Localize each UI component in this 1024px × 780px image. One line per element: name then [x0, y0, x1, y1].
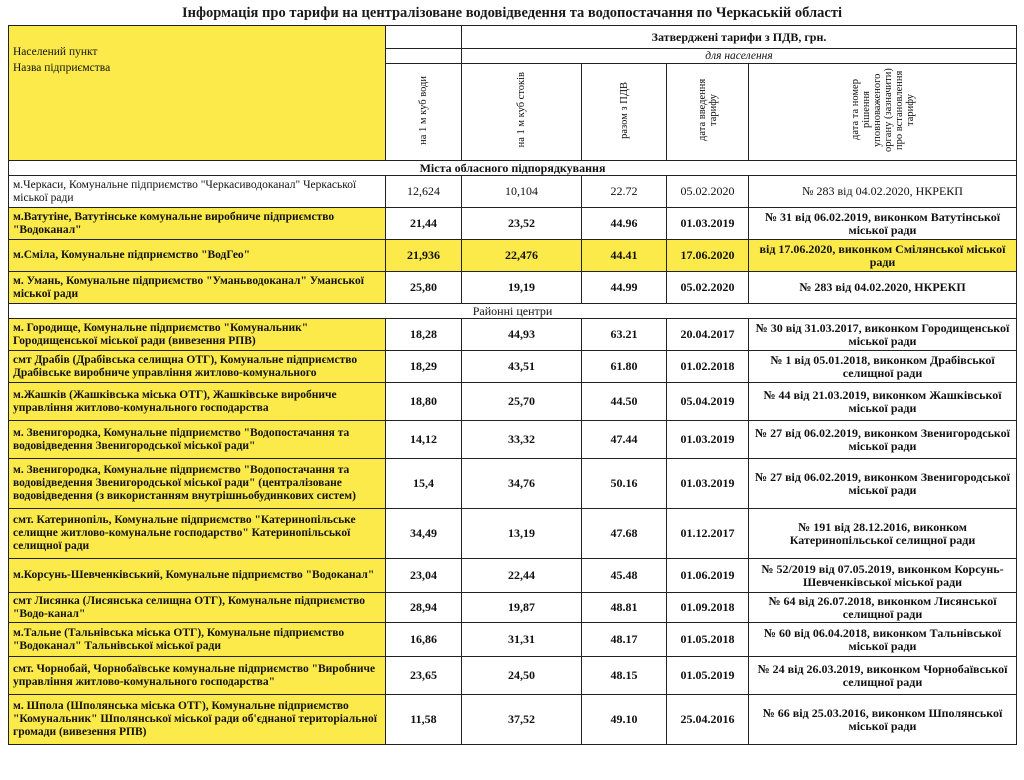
total-tariff-cell: 47.68 [582, 509, 667, 559]
table-row [9, 695, 1017, 745]
date-cell: 01.09.2018 [667, 593, 749, 623]
enterprise-name-cell: м. Звенигородка, Комунальне підприємство "Водопостачання та водовідведення Звенигородської міської ради" (централізоване водовідведення (з використанням внутрішньобудинкових систем) [9, 459, 386, 509]
header-name-cell [9, 26, 386, 161]
decision-cell: від 17.06.2020, виконком Смілянської міської ради [749, 240, 1017, 272]
sewage-tariff-cell: 43,51 [462, 351, 582, 383]
header-row-top [9, 26, 1017, 49]
water-tariff-cell: 23,04 [386, 559, 462, 593]
date-cell: 20.04.2017 [667, 319, 749, 351]
enterprise-name-cell: смт Лисянка (Лисянська селищна ОТГ), Комунальне підприємство "Водо-канал" [9, 593, 386, 623]
total-tariff-cell: 22.72 [582, 176, 667, 208]
water-tariff-cell: 18,80 [386, 383, 462, 421]
total-tariff-cell: 44.99 [582, 272, 667, 304]
table-row [9, 421, 1017, 459]
sewage-tariff-cell: 13,19 [462, 509, 582, 559]
enterprise-name-cell: м. Умань, Комунальне підприємство "Уманьводоканал" Уманської міської ради [9, 272, 386, 304]
total-tariff-cell: 50.16 [582, 459, 667, 509]
table-row [9, 459, 1017, 509]
section-title: Районні центри [9, 304, 1017, 319]
water-tariff-cell: 34,49 [386, 509, 462, 559]
total-tariff-cell: 47.44 [582, 421, 667, 459]
water-tariff-cell: 14,12 [386, 421, 462, 459]
table-row [9, 351, 1017, 383]
date-cell: 25.04.2016 [667, 695, 749, 745]
decision-cell: № 66 від 25.03.2016, виконком Шполянської міської ради [749, 695, 1017, 745]
water-tariff-cell: 16,86 [386, 623, 462, 657]
sewage-tariff-cell: 44,93 [462, 319, 582, 351]
date-cell: 05.04.2019 [667, 383, 749, 421]
section-row [9, 161, 1017, 176]
table-row [9, 208, 1017, 240]
sewage-tariff-cell: 22,476 [462, 240, 582, 272]
table-row [9, 509, 1017, 559]
decision-cell: № 52/2019 від 07.05.2019, виконком Корсунь-Шевченківської міської ради [749, 559, 1017, 593]
water-tariff-cell: 21,936 [386, 240, 462, 272]
enterprise-name-cell: м.Корсунь-Шевченківський, Комунальне підприємство "Водоканал" [9, 559, 386, 593]
sewage-tariff-cell: 34,76 [462, 459, 582, 509]
total-tariff-cell: 48.15 [582, 657, 667, 695]
decision-cell: № 44 від 21.03.2019, виконком Жашківської міської ради [749, 383, 1017, 421]
date-cell: 05.02.2020 [667, 176, 749, 208]
date-cell: 17.06.2020 [667, 240, 749, 272]
table-row [9, 240, 1017, 272]
date-cell: 01.03.2019 [667, 421, 749, 459]
sewage-tariff-cell: 31,31 [462, 623, 582, 657]
date-cell: 01.03.2019 [667, 208, 749, 240]
decision-cell: № 191 від 28.12.2016, виконком Катеринопільської селищної ради [749, 509, 1017, 559]
header-col-water [386, 64, 462, 161]
header-blank-cell-2 [386, 49, 462, 64]
total-tariff-cell: 61.80 [582, 351, 667, 383]
total-tariff-cell: 45.48 [582, 559, 667, 593]
header-col-water-label: на 1 м куб води [418, 75, 429, 145]
header-approved: Затверджені тарифи з ПДВ, грн. [462, 26, 1017, 49]
date-cell: 01.03.2019 [667, 459, 749, 509]
sewage-tariff-cell: 24,50 [462, 657, 582, 695]
enterprise-name-cell: м.Черкаси, Комунальне підприємство "Черкасиводоканал" Черкаської міської ради [9, 176, 386, 208]
header-col-sewage-label: на 1 м куб стоків [516, 72, 527, 148]
enterprise-name-cell: м.Сміла, Комунальне підприємство "ВодГео" [9, 240, 386, 272]
decision-cell: № 24 від 26.03.2019, виконком Чорнобаївської селищної ради [749, 657, 1017, 695]
header-col-total [582, 64, 667, 161]
header-name-line2: Назва підприємства [13, 62, 111, 74]
header-col-total-label: разом з ПДВ [618, 81, 630, 139]
date-cell: 01.12.2017 [667, 509, 749, 559]
tariff-table [8, 25, 1017, 745]
enterprise-name-cell: м. Звенигородка, Комунальне підприємство "Водопостачання та водовідведення Звенигородської міської ради" [9, 421, 386, 459]
table-row [9, 383, 1017, 421]
water-tariff-cell: 28,94 [386, 593, 462, 623]
tariff-table-body [9, 26, 1017, 745]
table-row [9, 623, 1017, 657]
enterprise-name-cell: м. Городище, Комунальне підприємство "Комунальник" Городищенської міської ради (вивезення РПВ) [9, 319, 386, 351]
sewage-tariff-cell: 10,104 [462, 176, 582, 208]
water-tariff-cell: 12,624 [386, 176, 462, 208]
table-row [9, 176, 1017, 208]
water-tariff-cell: 18,29 [386, 351, 462, 383]
enterprise-name-cell: м.Ватутіне, Ватутінське комунальне виробниче підприємство "Водоканал" [9, 208, 386, 240]
enterprise-name-cell: м.Тальне (Тальнівська міська ОТГ), Комунальне підприємство "Водоканал" Тальнівської міської ради [9, 623, 386, 657]
water-tariff-cell: 15,4 [386, 459, 462, 509]
water-tariff-cell: 23,65 [386, 657, 462, 695]
header-blank-cell [386, 26, 462, 49]
sewage-tariff-cell: 33,32 [462, 421, 582, 459]
decision-cell: № 27 від 06.02.2019, виконком Звенигородської міської ради [749, 459, 1017, 509]
header-col-date-label: дата введення тарифу [696, 78, 719, 142]
water-tariff-cell: 25,80 [386, 272, 462, 304]
sewage-tariff-cell: 37,52 [462, 695, 582, 745]
section-row [9, 304, 1017, 319]
sewage-tariff-cell: 25,70 [462, 383, 582, 421]
header-name-line1: Населений пункт [13, 46, 98, 58]
decision-cell: № 64 від 26.07.2018, виконком Лисянської селищної ради [749, 593, 1017, 623]
date-cell: 01.05.2019 [667, 657, 749, 695]
total-tariff-cell: 44.96 [582, 208, 667, 240]
table-row [9, 319, 1017, 351]
sewage-tariff-cell: 19,87 [462, 593, 582, 623]
decision-cell: № 1 від 05.01.2018, виконком Драбівської селищної ради [749, 351, 1017, 383]
header-for-population: для населення [462, 49, 1017, 64]
total-tariff-cell: 48.17 [582, 623, 667, 657]
sewage-tariff-cell: 19,19 [462, 272, 582, 304]
decision-cell: № 283 від 04.02.2020, НКРЕКП [749, 176, 1017, 208]
total-tariff-cell: 49.10 [582, 695, 667, 745]
table-row [9, 593, 1017, 623]
table-row [9, 559, 1017, 593]
date-cell: 01.05.2018 [667, 623, 749, 657]
decision-cell: № 283 від 04.02.2020, НКРЕКП [749, 272, 1017, 304]
page-title: Інформація про тарифи на централізоване водовідведення та водопостачання по Черкаській області [182, 5, 842, 21]
decision-cell: № 60 від 06.04.2018, виконком Тальнівської міської ради [749, 623, 1017, 657]
decision-cell: № 27 від 06.02.2019, виконком Звенигородської міської ради [749, 421, 1017, 459]
section-title: Міста обласного підпорядкування [9, 161, 1017, 176]
water-tariff-cell: 11,58 [386, 695, 462, 745]
date-cell: 01.02.2018 [667, 351, 749, 383]
sewage-tariff-cell: 22,44 [462, 559, 582, 593]
total-tariff-cell: 63.21 [582, 319, 667, 351]
header-col-sewage [462, 64, 582, 161]
header-col-decision-label: дата та номер рішення уповноваженого органу (зазначити) про встановлення тарифу [849, 68, 916, 152]
enterprise-name-cell: смт. Катеринопіль, Комунальне підприємство "Катеринопільське селищне житлово-комунальне господарство" Катеринопільської селищної ради [9, 509, 386, 559]
table-row [9, 657, 1017, 695]
enterprise-name-cell: смт Драбів (Драбівська селищна ОТГ), Комунальне підприємство Драбівське виробниче управління житлово-комунального [9, 351, 386, 383]
date-cell: 01.06.2019 [667, 559, 749, 593]
water-tariff-cell: 21,44 [386, 208, 462, 240]
decision-cell: № 30 від 31.03.2017, виконком Городищенської міської ради [749, 319, 1017, 351]
water-tariff-cell: 18,28 [386, 319, 462, 351]
header-col-decision [749, 64, 1017, 161]
decision-cell: № 31 від 06.02.2019, виконком Ватутінської міської ради [749, 208, 1017, 240]
sewage-tariff-cell: 23,52 [462, 208, 582, 240]
total-tariff-cell: 48.81 [582, 593, 667, 623]
enterprise-name-cell: смт. Чорнобай, Чорнобаївське комунальне підприємство "Виробниче управління житлово-комунального господарства" [9, 657, 386, 695]
total-tariff-cell: 44.41 [582, 240, 667, 272]
total-tariff-cell: 44.50 [582, 383, 667, 421]
header-col-date [667, 64, 749, 161]
date-cell: 05.02.2020 [667, 272, 749, 304]
enterprise-name-cell: м. Шпола (Шполянська міська ОТГ), Комунальне підприємство "Комунальник" Шполянської міської ради об'єднаної територіальної громади (вивезення РПВ) [9, 695, 386, 745]
enterprise-name-cell: м.Жашків (Жашківська міська ОТГ), Жашківське виробниче управління житлово-комунального господарства [9, 383, 386, 421]
table-row [9, 272, 1017, 304]
